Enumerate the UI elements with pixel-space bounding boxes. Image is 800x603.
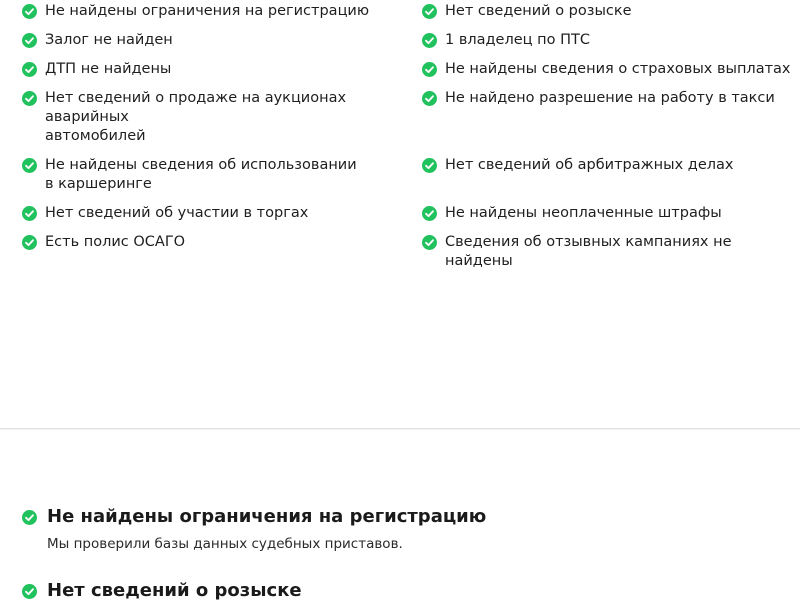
check-item	[422, 2, 800, 21]
check-circle-icon	[422, 62, 437, 77]
detail-title: Нет сведений о розыске	[47, 580, 302, 601]
detail-description: Мы проверили базы данных судебных приставов.	[47, 536, 403, 552]
check-circle-icon	[22, 206, 37, 221]
check-item	[422, 60, 800, 79]
check-label: Нет сведений о продаже на аукционах аварийных автомобилей	[45, 90, 347, 144]
check-label: Не найдены сведения о страховых выплатах	[445, 61, 791, 77]
detail-title: Не найдены ограничения на регистрацию	[47, 506, 487, 527]
check-label: Залог не найден	[45, 32, 173, 48]
check-label: Сведения об отзывных кампаниях не найдены	[445, 234, 732, 269]
check-circle-icon	[422, 91, 437, 106]
check-label: Не найдены неоплаченные штрафы	[445, 205, 722, 221]
check-label: Нет сведений об участии в торгах	[45, 205, 309, 221]
check-circle-icon	[22, 91, 37, 106]
check-item	[422, 89, 800, 146]
check-circle-icon	[22, 235, 37, 250]
check-label: Не найдено разрешение на работу в такси	[445, 90, 775, 106]
check-label: Нет сведений о розыске	[445, 3, 632, 19]
check-label: Нет сведений об арбитражных делах	[445, 157, 734, 173]
detail-header	[22, 505, 782, 529]
section-divider	[0, 428, 800, 429]
check-item	[22, 31, 422, 50]
check-item	[22, 89, 422, 146]
check-circle-icon	[422, 235, 437, 250]
check-item	[422, 156, 800, 194]
check-label: Не найдены сведения об использовании в каршеринге	[45, 157, 357, 192]
check-label: Есть полис ОСАГО	[45, 234, 186, 250]
check-item	[22, 204, 422, 223]
detail-header	[22, 579, 782, 603]
check-circle-icon	[22, 584, 37, 599]
check-circle-icon	[22, 510, 37, 525]
detail-section	[22, 505, 782, 553]
check-circle-icon	[422, 4, 437, 19]
check-label: Не найдены ограничения на регистрацию	[45, 3, 370, 19]
check-circle-icon	[22, 4, 37, 19]
check-circle-icon	[22, 158, 37, 173]
check-circle-icon	[422, 206, 437, 221]
check-circle-icon	[22, 33, 37, 48]
check-label: 1 владелец по ПТС	[445, 32, 590, 48]
checks-grid	[22, 0, 800, 281]
check-item	[22, 156, 422, 194]
check-item	[422, 233, 800, 271]
check-circle-icon	[22, 62, 37, 77]
detail-section	[22, 579, 782, 603]
check-circle-icon	[422, 158, 437, 173]
check-label: ДТП не найдены	[45, 61, 172, 77]
check-item	[422, 31, 800, 50]
check-item	[22, 60, 422, 79]
check-item	[22, 2, 422, 21]
check-item	[22, 233, 422, 271]
check-item	[422, 204, 800, 223]
check-circle-icon	[422, 33, 437, 48]
